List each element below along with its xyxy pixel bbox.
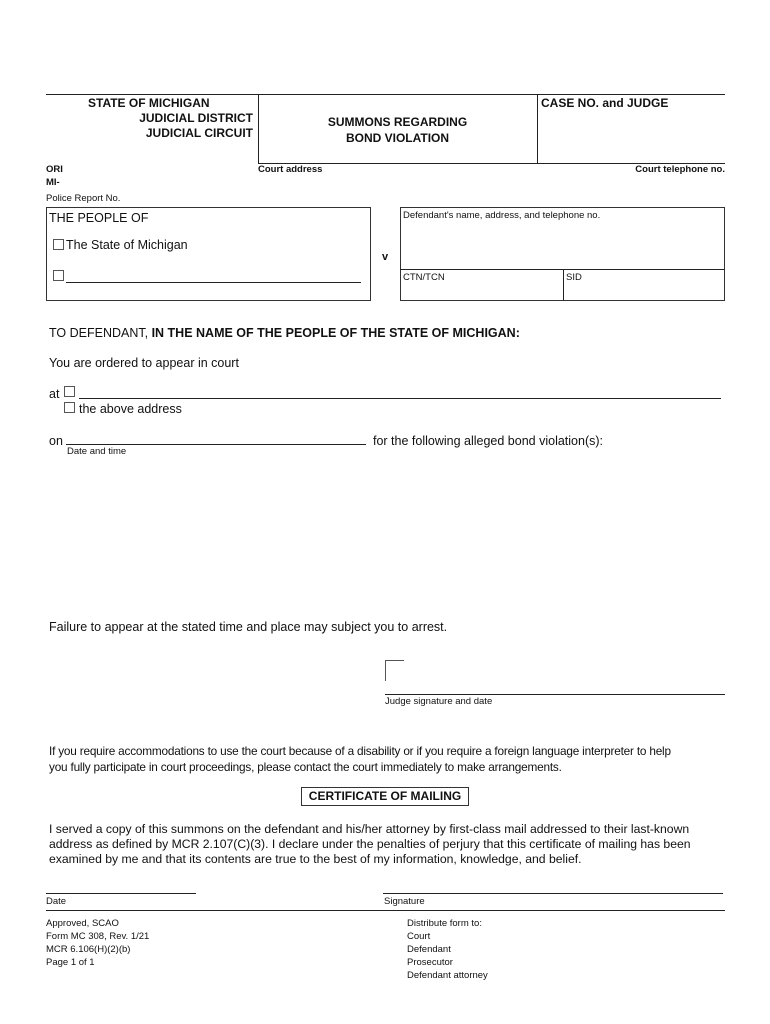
judge-signature-label: Judge signature and date bbox=[385, 696, 493, 707]
judge-signature-line[interactable] bbox=[385, 694, 725, 695]
distribute-item-court: Court bbox=[407, 931, 431, 942]
accommodation-line2: you fully participate in court proceedings, please contact the court immediately to make arrangements. bbox=[49, 760, 562, 774]
form-title-line1: SUMMONS REGARDING bbox=[327, 115, 468, 129]
date-time-label: Date and time bbox=[67, 446, 127, 457]
location-field[interactable] bbox=[79, 398, 721, 399]
date-label: Date bbox=[46, 896, 67, 907]
police-report-label: Police Report No. bbox=[46, 193, 121, 204]
certificate-line1: I served a copy of this summons on the defendant and his/her attorney by first-class mail addressed to their last-known bbox=[49, 822, 690, 836]
ori-label: ORI bbox=[46, 164, 63, 175]
accommodation-line1: If you require accommodations to use the court because of a disability or if you require a foreign language interpreter to help bbox=[49, 744, 671, 758]
ctn-label: CTN/TCN bbox=[403, 272, 445, 283]
violations-label: for the following alleged bond violation(s): bbox=[373, 434, 603, 448]
distribute-item-prosecutor: Prosecutor bbox=[407, 957, 453, 968]
court-address-label: Court address bbox=[258, 164, 323, 175]
signature-line[interactable] bbox=[383, 893, 723, 894]
certificate-line2: address as defined by MCR 2.107(C)(3). I declare under the penalties of perjury that this certificate of mailing has been bbox=[49, 837, 691, 851]
state-of-michigan-label: The State of Michigan bbox=[66, 238, 188, 252]
other-plaintiff-checkbox[interactable] bbox=[53, 270, 64, 281]
distribute-label: Distribute form to: bbox=[407, 918, 482, 929]
footer-rule bbox=[46, 910, 725, 911]
header-top-rule bbox=[46, 94, 725, 95]
at-label: at bbox=[49, 387, 60, 401]
certificate-title: CERTIFICATE OF MAILING bbox=[301, 787, 469, 806]
mi-label: MI- bbox=[46, 177, 60, 188]
court-phone-label: Court telephone no. bbox=[635, 164, 725, 175]
date-line[interactable] bbox=[46, 893, 196, 894]
to-defendant-prefix: TO DEFENDANT, bbox=[49, 326, 149, 340]
versus-label: v bbox=[382, 251, 389, 263]
other-plaintiff-field[interactable] bbox=[66, 282, 361, 283]
ctn-sid-divider bbox=[563, 269, 564, 301]
ordered-to-appear: You are ordered to appear in court bbox=[49, 356, 239, 370]
above-address-label: the above address bbox=[79, 402, 182, 416]
failure-warning: Failure to appear at the stated time and place may subject you to arrest. bbox=[49, 620, 448, 634]
sid-label: SID bbox=[566, 272, 582, 283]
distribute-item-defendant-attorney: Defendant attorney bbox=[407, 970, 488, 981]
to-defendant-heading bbox=[49, 326, 520, 340]
case-number-label: CASE NO. and JUDGE bbox=[541, 96, 669, 110]
page-number: Page 1 of 1 bbox=[46, 957, 95, 968]
district-label: JUDICIAL DISTRICT bbox=[139, 111, 253, 125]
form-number: Form MC 308, Rev. 1/21 bbox=[46, 931, 150, 942]
to-defendant-bold: IN THE NAME OF THE PEOPLE OF THE STATE OF MICHIGAN: bbox=[151, 326, 520, 340]
header-divider-right bbox=[537, 94, 538, 163]
certificate-line3: examined by me and that its contents are true to the best of my information, knowledge, and belief. bbox=[49, 852, 582, 866]
location-checkbox[interactable] bbox=[64, 386, 75, 397]
signature-label: Signature bbox=[384, 896, 425, 907]
mcr-reference: MCR 6.106(H)(2)(b) bbox=[46, 944, 131, 955]
defendant-info-label: Defendant's name, address, and telephone no. bbox=[403, 210, 601, 221]
judge-signature-corner bbox=[385, 660, 404, 681]
people-of-label: THE PEOPLE OF bbox=[49, 211, 149, 225]
on-label: on bbox=[49, 434, 63, 448]
approved-label: Approved, SCAO bbox=[46, 918, 119, 929]
form-title-line2: BOND VIOLATION bbox=[345, 131, 450, 145]
distribute-item-defendant: Defendant bbox=[407, 944, 451, 955]
state-label: STATE OF MICHIGAN bbox=[88, 96, 210, 110]
above-address-checkbox[interactable] bbox=[64, 402, 75, 413]
state-of-michigan-checkbox[interactable] bbox=[53, 239, 64, 250]
date-time-field[interactable] bbox=[66, 444, 366, 445]
circuit-label: JUDICIAL CIRCUIT bbox=[145, 126, 253, 140]
